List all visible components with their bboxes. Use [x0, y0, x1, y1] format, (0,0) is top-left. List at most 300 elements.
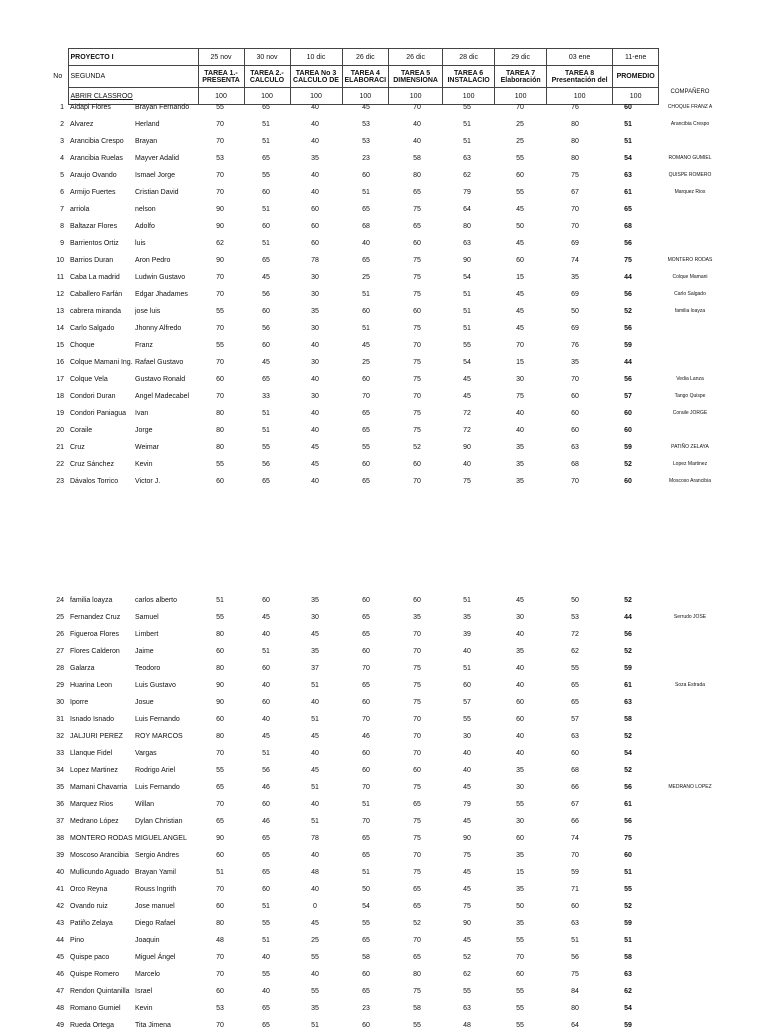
name-cell: Israel [135, 988, 153, 995]
score-cell: 55 [516, 1005, 524, 1012]
name-cell: Victor J. [135, 478, 161, 485]
surname-cell: Llanque Fidel [70, 750, 113, 757]
score-cell: 40 [311, 699, 319, 706]
score-cell: 60 [362, 308, 370, 315]
score-cell: 57 [463, 699, 471, 706]
score-cell: 35 [311, 597, 319, 604]
score-cell: 90 [216, 223, 224, 230]
score-cell: 45 [516, 325, 524, 332]
score-cell: 52 [413, 444, 421, 451]
row-number: 5 [60, 172, 64, 179]
name-cell: Limbert [135, 631, 159, 638]
score-cell: 65 [262, 1005, 270, 1012]
score-cell: 80 [463, 223, 471, 230]
score-cell: 40 [516, 631, 524, 638]
surname-cell: Marquez Rios [70, 801, 114, 808]
score-cell: 51 [262, 206, 270, 213]
score-cell: 45 [362, 342, 370, 349]
promedio-header: PROMEDIO [613, 66, 659, 88]
average-cell: 63 [624, 971, 632, 978]
score-cell: 40 [311, 138, 319, 145]
score-cell: 45 [311, 920, 319, 927]
score-cell: 0 [313, 903, 317, 910]
score-cell: 40 [262, 954, 270, 961]
row-number: 43 [56, 920, 64, 927]
score-cell: 65 [262, 257, 270, 264]
score-cell: 56 [262, 291, 270, 298]
score-cell: 45 [516, 291, 524, 298]
score-cell: 70 [216, 801, 224, 808]
score-cell: 71 [571, 886, 579, 893]
average-cell: 52 [624, 461, 632, 468]
score-cell: 53 [362, 121, 370, 128]
average-cell: 52 [624, 767, 632, 774]
score-cell: 33 [262, 393, 270, 400]
score-cell: 40 [311, 410, 319, 417]
average-cell: 51 [624, 869, 632, 876]
max-score: 100 [443, 88, 495, 105]
score-cell: 90 [216, 835, 224, 842]
average-cell: 63 [624, 172, 632, 179]
name-cell: Willan [135, 801, 155, 808]
score-cell: 62 [463, 971, 471, 978]
surname-cell: Patiño Zelaya [70, 920, 113, 927]
score-cell: 60 [362, 971, 370, 978]
average-cell: 68 [624, 223, 632, 230]
score-cell: 90 [463, 257, 471, 264]
row-number: 6 [60, 189, 64, 196]
score-cell: 40 [262, 682, 270, 689]
score-cell: 55 [463, 988, 471, 995]
row-number: 23 [56, 478, 64, 485]
score-cell: 35 [516, 852, 524, 859]
score-cell: 23 [362, 1005, 370, 1012]
score-cell: 40 [311, 886, 319, 893]
date-cell: 26 dic [342, 49, 389, 66]
score-cell: 51 [311, 682, 319, 689]
surname-cell: Figueroa Flores [70, 631, 120, 638]
average-cell: 52 [624, 308, 632, 315]
score-cell: 70 [413, 342, 421, 349]
score-cell: 70 [413, 104, 421, 111]
score-cell: 45 [262, 359, 270, 366]
surname-cell: cabrera miranda [70, 308, 121, 315]
row-number: 19 [56, 410, 64, 417]
score-cell: 45 [262, 733, 270, 740]
score-cell: 60 [262, 699, 270, 706]
row-number: 10 [56, 257, 64, 264]
score-cell: 35 [516, 444, 524, 451]
score-cell: 76 [571, 104, 579, 111]
score-cell: 48 [216, 937, 224, 944]
companion-cell: Vedia Lanza [676, 376, 704, 382]
grade-header-table [48, 48, 659, 105]
score-cell: 60 [216, 903, 224, 910]
score-cell: 58 [362, 954, 370, 961]
surname-cell: Alvarez [70, 121, 94, 128]
no-header: No [53, 73, 63, 80]
score-cell: 65 [413, 903, 421, 910]
score-cell: 60 [516, 716, 524, 723]
score-cell: 60 [216, 716, 224, 723]
score-cell: 65 [362, 937, 370, 944]
score-cell: 60 [216, 478, 224, 485]
surname-cell: Armijo Fuertes [70, 189, 116, 196]
score-cell: 70 [216, 325, 224, 332]
row-number: 9 [60, 240, 64, 247]
score-cell: 80 [216, 631, 224, 638]
row-number: 49 [56, 1022, 64, 1029]
average-cell: 56 [624, 784, 632, 791]
score-cell: 40 [311, 750, 319, 757]
score-cell: 65 [413, 189, 421, 196]
score-cell: 70 [413, 648, 421, 655]
score-cell: 35 [516, 478, 524, 485]
score-cell: 56 [262, 461, 270, 468]
score-cell: 60 [262, 665, 270, 672]
score-cell: 84 [571, 988, 579, 995]
score-cell: 75 [413, 291, 421, 298]
score-cell: 65 [262, 1022, 270, 1029]
score-cell: 60 [413, 240, 421, 247]
score-cell: 48 [311, 869, 319, 876]
name-cell: Rodrigo Ariel [135, 767, 176, 774]
score-cell: 70 [413, 716, 421, 723]
score-cell: 45 [362, 104, 370, 111]
task-header: TAREA 8 Presentación del [547, 66, 613, 88]
score-cell: 70 [413, 733, 421, 740]
max-score: 100 [389, 88, 443, 105]
score-cell: 50 [571, 597, 579, 604]
score-cell: 46 [262, 784, 270, 791]
score-cell: 51 [311, 1022, 319, 1029]
score-cell: 70 [216, 393, 224, 400]
date-cell: 26 dic [389, 49, 443, 66]
score-cell: 51 [362, 325, 370, 332]
score-cell: 60 [216, 376, 224, 383]
score-cell: 45 [516, 240, 524, 247]
score-cell: 66 [571, 818, 579, 825]
surname-cell: Mamani Chavarria [70, 784, 128, 791]
score-cell: 65 [362, 478, 370, 485]
score-cell: 52 [413, 920, 421, 927]
average-cell: 60 [624, 104, 632, 111]
score-cell: 56 [262, 767, 270, 774]
name-cell: Jose manuel [135, 903, 175, 910]
name-cell: Marcelo [135, 971, 160, 978]
score-cell: 90 [216, 682, 224, 689]
score-cell: 60 [362, 1022, 370, 1029]
score-cell: 35 [311, 648, 319, 655]
row-number: 25 [56, 614, 64, 621]
score-cell: 60 [262, 223, 270, 230]
row-number: 44 [56, 937, 64, 944]
score-cell: 25 [362, 274, 370, 281]
score-cell: 55 [362, 920, 370, 927]
name-cell: Brayan Yamil [135, 869, 176, 876]
score-cell: 40 [516, 733, 524, 740]
score-cell: 15 [516, 359, 524, 366]
score-cell: 48 [463, 1022, 471, 1029]
score-cell: 80 [413, 172, 421, 179]
score-cell: 63 [463, 155, 471, 162]
score-cell: 30 [516, 784, 524, 791]
score-cell: 60 [362, 648, 370, 655]
average-cell: 55 [624, 886, 632, 893]
score-cell: 75 [413, 359, 421, 366]
score-cell: 78 [311, 835, 319, 842]
score-cell: 75 [413, 427, 421, 434]
average-cell: 54 [624, 155, 632, 162]
score-cell: 90 [216, 206, 224, 213]
score-cell: 75 [463, 903, 471, 910]
score-cell: 55 [413, 1022, 421, 1029]
score-cell: 60 [516, 257, 524, 264]
average-cell: 51 [624, 937, 632, 944]
score-cell: 40 [262, 631, 270, 638]
score-cell: 30 [516, 614, 524, 621]
score-cell: 45 [262, 614, 270, 621]
score-cell: 60 [262, 308, 270, 315]
project-title: PROYECTO I [68, 49, 198, 66]
average-cell: 56 [624, 818, 632, 825]
score-cell: 45 [311, 444, 319, 451]
surname-cell: Romano Gumiel [70, 1005, 121, 1012]
average-cell: 61 [624, 189, 632, 196]
score-cell: 75 [463, 478, 471, 485]
date-cell: 29 dic [495, 49, 547, 66]
score-cell: 53 [216, 1005, 224, 1012]
score-cell: 57 [571, 716, 579, 723]
score-cell: 80 [413, 971, 421, 978]
score-cell: 80 [216, 665, 224, 672]
row-number: 40 [56, 869, 64, 876]
score-cell: 79 [463, 801, 471, 808]
score-cell: 60 [262, 189, 270, 196]
score-cell: 40 [262, 988, 270, 995]
name-cell: Jaime [135, 648, 154, 655]
score-cell: 90 [463, 920, 471, 927]
surname-cell: Orco Reyna [70, 886, 108, 893]
score-cell: 51 [362, 801, 370, 808]
date-cell: 28 dic [443, 49, 495, 66]
task-header: TAREA No 3 CALCULO DE [290, 66, 342, 88]
score-cell: 55 [311, 988, 319, 995]
score-cell: 60 [362, 699, 370, 706]
score-cell: 25 [362, 359, 370, 366]
score-cell: 70 [216, 121, 224, 128]
companion-cell: Marquez Rios [674, 189, 706, 195]
row-number: 13 [56, 308, 64, 315]
score-cell: 51 [262, 138, 270, 145]
average-cell: 58 [624, 716, 632, 723]
name-cell: Sergio Andres [135, 852, 179, 859]
average-cell: 75 [624, 257, 632, 264]
name-cell: Herland [135, 121, 160, 128]
score-cell: 60 [413, 597, 421, 604]
score-cell: 53 [362, 138, 370, 145]
surname-cell: Medrano López [70, 818, 119, 825]
score-cell: 65 [413, 801, 421, 808]
score-cell: 35 [311, 1005, 319, 1012]
score-cell: 65 [362, 631, 370, 638]
average-cell: 62 [624, 988, 632, 995]
score-cell: 55 [516, 801, 524, 808]
score-cell: 62 [571, 648, 579, 655]
score-cell: 56 [571, 954, 579, 961]
score-cell: 55 [262, 172, 270, 179]
score-cell: 65 [262, 835, 270, 842]
score-cell: 65 [262, 478, 270, 485]
classroom-link[interactable]: ABRIR CLASSROO [68, 88, 198, 105]
name-cell: ROY MARCOS [135, 733, 183, 740]
row-number: 26 [56, 631, 64, 638]
score-cell: 53 [216, 155, 224, 162]
score-cell: 65 [362, 427, 370, 434]
score-cell: 63 [571, 444, 579, 451]
score-cell: 70 [216, 1022, 224, 1029]
score-cell: 65 [262, 104, 270, 111]
score-cell: 45 [311, 461, 319, 468]
row-number: 31 [56, 716, 64, 723]
score-cell: 60 [362, 172, 370, 179]
score-cell: 60 [516, 971, 524, 978]
surname-cell: Cruz Sánchez [70, 461, 114, 468]
score-cell: 80 [216, 427, 224, 434]
score-cell: 51 [262, 750, 270, 757]
score-cell: 72 [463, 427, 471, 434]
score-cell: 70 [413, 478, 421, 485]
average-cell: 60 [624, 427, 632, 434]
name-cell: Adolfo [135, 223, 155, 230]
score-cell: 51 [463, 665, 471, 672]
score-cell: 70 [571, 852, 579, 859]
surname-cell: Cruz [70, 444, 85, 451]
score-cell: 46 [362, 733, 370, 740]
score-cell: 40 [463, 750, 471, 757]
score-cell: 55 [311, 954, 319, 961]
score-cell: 40 [463, 461, 471, 468]
score-cell: 70 [216, 359, 224, 366]
row-number: 28 [56, 665, 64, 672]
score-cell: 65 [362, 614, 370, 621]
average-cell: 65 [624, 206, 632, 213]
average-cell: 59 [624, 665, 632, 672]
score-cell: 45 [463, 376, 471, 383]
score-cell: 80 [571, 155, 579, 162]
surname-cell: Flores Calderon [70, 648, 120, 655]
score-cell: 60 [463, 682, 471, 689]
average-cell: 59 [624, 920, 632, 927]
score-cell: 65 [362, 410, 370, 417]
max-score: 100 [198, 88, 244, 105]
row-number: 27 [56, 648, 64, 655]
score-cell: 40 [311, 376, 319, 383]
score-cell: 65 [362, 852, 370, 859]
name-cell: Kevin [135, 1005, 153, 1012]
date-cell: 10 dic [290, 49, 342, 66]
score-cell: 60 [413, 767, 421, 774]
score-cell: 70 [571, 206, 579, 213]
score-cell: 65 [216, 784, 224, 791]
score-cell: 60 [216, 648, 224, 655]
score-cell: 60 [571, 750, 579, 757]
score-cell: 70 [216, 172, 224, 179]
score-cell: 70 [362, 665, 370, 672]
score-cell: 70 [413, 393, 421, 400]
surname-cell: Pino [70, 937, 85, 944]
name-cell: luis [135, 240, 146, 247]
score-cell: 75 [413, 784, 421, 791]
average-cell: 52 [624, 903, 632, 910]
score-cell: 68 [571, 461, 579, 468]
average-cell: 59 [624, 342, 632, 349]
score-cell: 35 [516, 648, 524, 655]
score-cell: 60 [413, 308, 421, 315]
score-cell: 75 [516, 393, 524, 400]
row-number: 12 [56, 291, 64, 298]
surname-cell: Arancibia Ruelas [70, 155, 123, 162]
score-cell: 75 [571, 172, 579, 179]
name-cell: Cristian David [135, 189, 179, 196]
score-cell: 40 [516, 427, 524, 434]
score-cell: 30 [516, 376, 524, 383]
surname-cell: arriola [70, 206, 90, 213]
score-cell: 70 [571, 223, 579, 230]
score-cell: 45 [463, 886, 471, 893]
score-cell: 75 [413, 699, 421, 706]
surname-cell: Arancibia Crespo [70, 138, 124, 145]
score-cell: 70 [216, 189, 224, 196]
score-cell: 74 [571, 835, 579, 842]
companion-cell: Carlo Salgado [674, 291, 706, 297]
score-cell: 70 [413, 937, 421, 944]
average-cell: 61 [624, 682, 632, 689]
score-cell: 70 [362, 393, 370, 400]
row-number: 42 [56, 903, 64, 910]
score-cell: 40 [463, 648, 471, 655]
score-cell: 70 [571, 376, 579, 383]
score-cell: 15 [516, 274, 524, 281]
score-cell: 55 [516, 155, 524, 162]
average-cell: 44 [624, 614, 632, 621]
row-number: 35 [56, 784, 64, 791]
score-cell: 55 [216, 614, 224, 621]
name-cell: Mayver Adalid [135, 155, 179, 162]
score-cell: 40 [311, 801, 319, 808]
score-cell: 75 [413, 206, 421, 213]
score-cell: 51 [216, 597, 224, 604]
score-cell: 51 [262, 410, 270, 417]
score-cell: 70 [362, 716, 370, 723]
score-cell: 75 [413, 818, 421, 825]
score-cell: 45 [311, 767, 319, 774]
name-cell: Dylan Christian [135, 818, 183, 825]
surname-cell: Caba La madrid [70, 274, 120, 281]
date-cell: 25 nov [198, 49, 244, 66]
score-cell: 55 [571, 665, 579, 672]
blank-cell [48, 49, 68, 66]
surname-cell: Isnado Isnado [70, 716, 114, 723]
score-cell: 40 [516, 750, 524, 757]
score-cell: 51 [262, 240, 270, 247]
average-cell: 63 [624, 699, 632, 706]
average-cell: 56 [624, 376, 632, 383]
score-cell: 35 [516, 461, 524, 468]
score-cell: 35 [311, 308, 319, 315]
score-cell: 40 [362, 240, 370, 247]
companion-header: COMPAÑERO [670, 89, 710, 95]
